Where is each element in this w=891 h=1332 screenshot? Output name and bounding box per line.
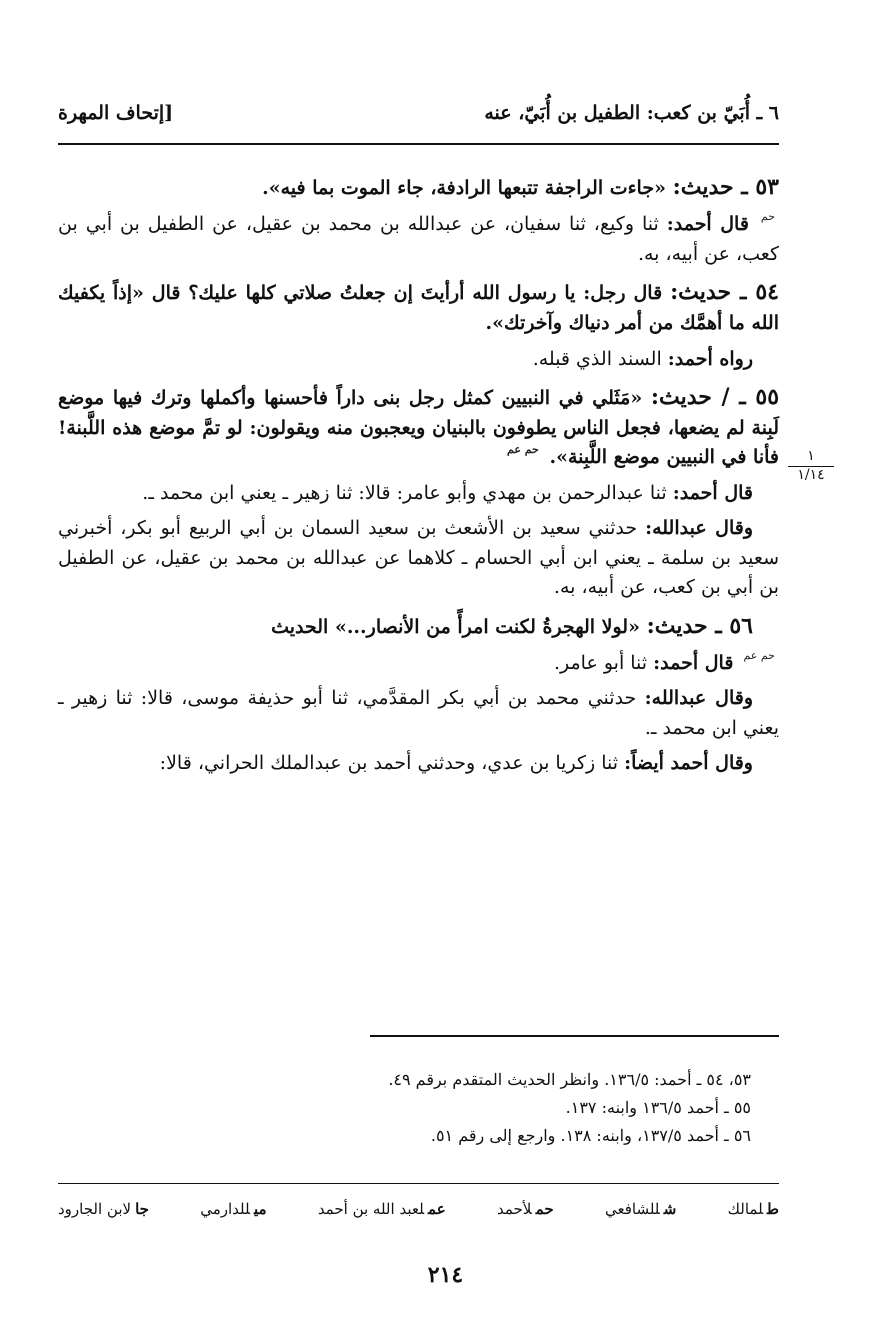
source-siglum: حم عم — [743, 648, 775, 662]
source-siglum: حم — [760, 210, 775, 224]
abbreviation-key — [58, 1200, 779, 1218]
hadith-number: ٥٦ ـ حديث: — [646, 612, 753, 639]
key-item: عملعبد الله بن أحمد — [317, 1200, 446, 1218]
chain-text: حدثني محمد بن أبي بكر المقدَّمي، ثنا أبو حذيفة موسى، قالا: ثنا زهير ـ يعني ابن محمد ـ. — [58, 687, 779, 739]
key-item: شللشافعي — [604, 1200, 677, 1218]
key-item: جالابن الجارود — [58, 1200, 149, 1218]
header-rule — [58, 143, 779, 145]
header-chapter-title: ٦ ـ أُبَيّ بن كعب: الطفيل بن أُبَيّ، عنه — [484, 102, 779, 124]
chain-label: وقال عبدالله: — [644, 687, 754, 710]
chain-label: رواه أحمد: — [667, 347, 753, 370]
chain-label: وقال عبدالله: — [645, 517, 753, 540]
hadith-56-chain — [58, 649, 779, 678]
hadith-53-chain — [58, 210, 779, 269]
hadith-54-chain — [58, 345, 779, 374]
chain-text: السند الذي قبله. — [532, 347, 662, 370]
footnote: ٥٥ ـ أحمد ١٣٦/٥ وابنه: ١٣٧. — [565, 1098, 751, 1117]
hadith-text: قال رجل: يا رسول الله أرأيتَ إن جعلتُ صلاتي كلها عليك؟ قال «إذاً يكفيك الله ما أهمَّك من أمر دنياك وآخرتك». — [58, 281, 779, 335]
hadith-number: ٥٣ ـ حديث: — [672, 174, 779, 200]
hadith-56-chain-3 — [58, 749, 779, 778]
footnote: ٥٦ ـ أحمد ١٣٧/٥، وابنه: ١٣٨. وارجع إلى رقم ٥١. — [430, 1126, 751, 1145]
hadith-55-chain-2 — [58, 514, 779, 602]
chain-text: ثنا عبدالرحمن بن مهدي وأبو عامر: قالا: ثنا زهير ـ يعني ابن محمد ـ. — [142, 481, 667, 504]
chain-text: حدثني سعيد بن الأشعث بن سعيد السمان بن أبي الربيع أبو بكر، أخبرني سعيد بن سلمة ـ يعني ابن أبي الحسام ـ كلاهما عن عبدالله بن محمد بن عقيل، عن الطفيل بن أبي بن كعب، عن أبيه، به. — [58, 517, 779, 599]
chain-label: قال أحمد: — [653, 651, 734, 674]
hadith-text: «لولا الهجرةُ لكنت امرأً من الأنصار...» الحديث — [271, 615, 640, 638]
chain-label: قال أحمد: — [672, 481, 753, 504]
page-number: ٢١٤ — [427, 1262, 464, 1288]
hadith-number: ٥٥ ـ / حديث: — [650, 383, 780, 410]
hadith-text: «جاءت الراجفة تتبعها الرادفة، جاء الموت بما فيه». — [262, 177, 666, 199]
margin-reference — [788, 448, 834, 483]
hadith-55 — [58, 380, 779, 473]
hadith-text: «مَثَلي في النبيين كمثل رجل بنى داراً فأحسنها وأكملها وترك فيها موضع لَبِنة لم يضعها، فجعل الناس يطوفون بالبنيان ويعجبون منه ويقولون: لو تمَّ موضع هذه اللَّبنة! فأنا في النبيين موضع اللَّبِنة». — [58, 386, 779, 469]
hadith-55-chain — [58, 479, 779, 508]
key-rule — [58, 1183, 779, 1184]
key-item: ميللدارمي — [200, 1200, 267, 1218]
hadith-56 — [58, 609, 779, 643]
chain-text: ثنا وكيع، ثنا سفيان، عن عبدالله بن محمد بن عقيل، عن الطفيل بن أبي بن كعب، عن أبيه، به. — [58, 213, 779, 265]
hadith-56-chain-2 — [58, 684, 779, 743]
chain-label: قال أحمد: — [666, 213, 749, 236]
chain-text: ثنا أبو عامر. — [553, 651, 648, 674]
source-siglum: حم عم — [507, 443, 539, 457]
footnote: ٥٣، ٥٤ ـ أحمد: ١٣٦/٥. وانظر الحديث المتقدم برقم ٤٩. — [388, 1070, 751, 1089]
key-item: حملأحمد — [496, 1200, 554, 1218]
main-text — [58, 170, 779, 785]
hadith-54 — [58, 275, 779, 339]
header-book-title: [إتحاف المهرة — [58, 102, 174, 124]
chain-label: وقال أحمد أيضاً: — [624, 752, 753, 775]
margin-reference-bottom: ١/١٤ — [797, 467, 825, 483]
margin-reference-top: ١ — [788, 448, 834, 467]
key-item: طلمالك — [727, 1200, 779, 1218]
footnotes — [200, 1066, 751, 1150]
footnote-rule — [370, 1035, 779, 1037]
hadith-number: ٥٤ ـ حديث: — [670, 278, 779, 305]
chain-text: ثنا زكريا بن عدي، وحدثني أحمد بن عبدالملك الحراني، قالا: — [159, 752, 619, 775]
running-header — [58, 96, 779, 130]
hadith-53 — [58, 170, 779, 204]
